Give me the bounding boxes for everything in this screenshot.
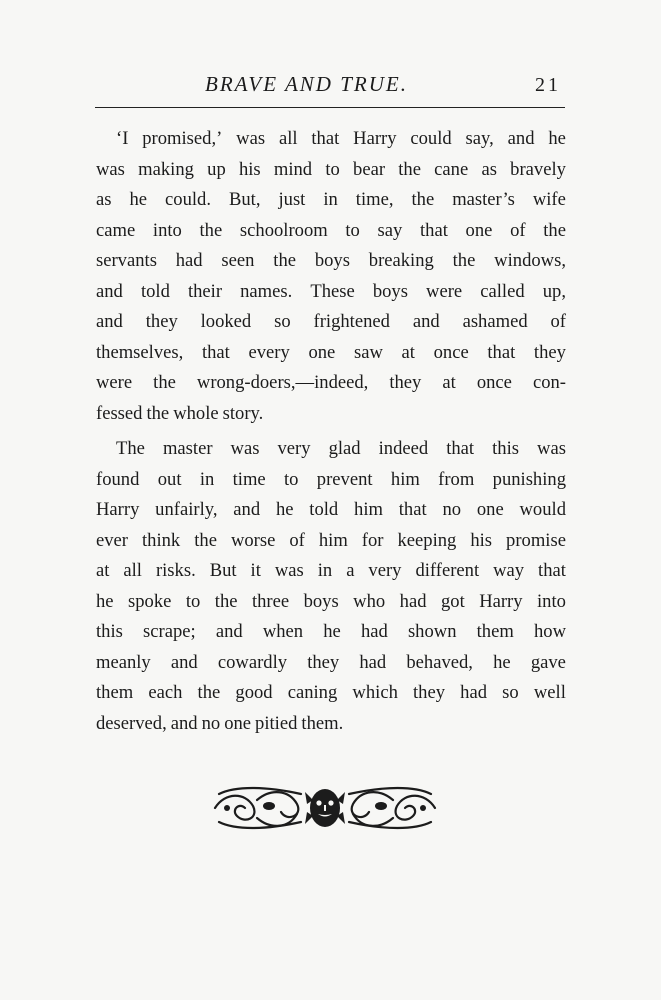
text-line: ever think the worse of him for keeping his promise [96, 529, 566, 551]
text-line: at all risks. But it was in a very different way that [96, 560, 566, 581]
text-line: meanly and cowardly they had behaved, he gave [96, 651, 566, 673]
paragraph [96, 434, 566, 739]
text-line: The master was very glad indeed that this was [116, 438, 566, 459]
page-header [95, 70, 565, 102]
text-line: them each the good caning which they had so well [96, 682, 566, 703]
text-line: deserved, and no one pitied them. [96, 712, 344, 734]
text-line: and told their names. These boys were called up, [96, 280, 566, 302]
text-line: were the wrong-doers,—indeed, they at once con- [96, 372, 566, 393]
header-rule [95, 107, 565, 108]
text-line: ‘I promised,’ was all that Harry could say, and he [116, 128, 566, 149]
text-line: came into the schoolroom to say that one of the [96, 219, 566, 241]
text-line: fessed the whole story. [96, 402, 264, 424]
text-line: and they looked so frightened and ashamed of [96, 311, 566, 332]
page-number: 21 [535, 74, 561, 96]
text-line: this scrape; and when he had shown them how [96, 621, 566, 642]
body-text [96, 124, 566, 739]
text-line: Harry unfairly, and he told him that no one would [96, 499, 566, 520]
text-line: was making up his mind to bear the cane as bravely [96, 158, 566, 180]
text-line: he spoke to the three boys who had got Harry into [96, 590, 566, 612]
running-title: BRAVE AND TRUE. [205, 72, 408, 96]
text-line: themselves, that every one saw at once that they [96, 341, 566, 363]
text-line: found out in time to prevent him from punishing [96, 468, 566, 490]
text-line: servants had seen the boys breaking the windows, [96, 250, 566, 271]
paragraph [96, 124, 566, 429]
floral-tailpiece-ornament-icon [205, 778, 445, 836]
text-line: as he could. But, just in time, the master’s wife [96, 189, 566, 210]
